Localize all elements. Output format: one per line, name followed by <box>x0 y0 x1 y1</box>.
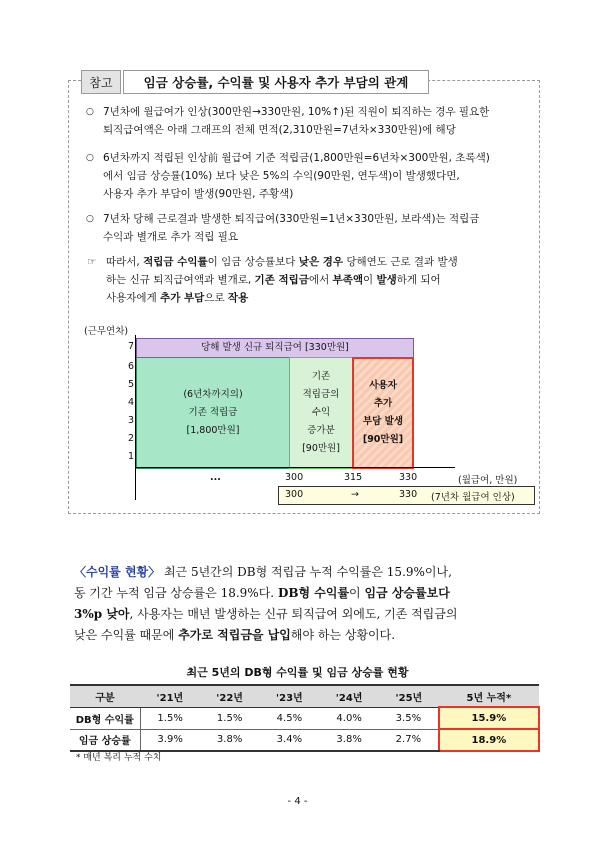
table-title: 최근 5년의 DB형 수익률 및 임금 상승률 현황 <box>186 666 409 679</box>
new-retirement-benefit-bar: 당해 발생 신규 퇴직급여 [330만원] <box>136 338 414 358</box>
conclusion-line-1: 따라서, 적립금 수익률이 임금 상승률보다 낮은 경우 당해연도 근로 결과 발생 <box>106 256 458 268</box>
table-note: * 매년 복리 누적 수치 <box>76 753 162 763</box>
table-cell: 1.5% <box>200 707 260 729</box>
lime-line-4: 증가분 <box>307 425 335 436</box>
header-22: '22년 <box>200 685 260 707</box>
y-tick: 5 <box>127 379 134 390</box>
reference-title: 임금 상승률, 수익률 및 사용자 추가 부담의 관계 <box>123 70 429 94</box>
conclusion-line-2: 하는 신규 퇴직급여액과 별개로, 기존 적립금에서 부족액이 발생하게 되어 <box>106 274 441 286</box>
x-axis-label: (월급여, 만원) <box>458 475 518 486</box>
bullet-1 <box>86 103 526 139</box>
x-tick-300: 300 <box>285 472 304 483</box>
bullet-2-line-2: 에서 임금 상승률(10%) 보다 낮은 5%의 수익(90만원, 연두색)이 발생했다면, <box>103 170 460 182</box>
x-tick-315: 315 <box>344 472 363 483</box>
bullet-circle-icon: ○ <box>86 107 94 117</box>
table-row <box>70 707 539 729</box>
bullet-circle-icon: ○ <box>86 153 94 163</box>
lime-line-3: 수익 <box>311 407 331 418</box>
salary-range-box <box>278 486 535 505</box>
lead-heading: 〈수익률 현황〉 <box>74 565 161 579</box>
green-line-3: [1,800만원] <box>186 425 240 436</box>
existing-reserve-block <box>136 357 290 469</box>
range-to: 330 <box>399 489 418 500</box>
table-cell: 4.5% <box>260 707 320 729</box>
table-cell: 3.9% <box>140 729 200 751</box>
reserve-return-block <box>289 357 353 469</box>
reference-tag: 참고 <box>81 70 121 94</box>
bullet-1-line-2: 퇴직급여액은 아래 그래프의 전체 면적(2,310만원=7년차×330만원)에 해당 <box>103 124 456 136</box>
bullet-3 <box>86 210 526 246</box>
body-line-4: 낮은 수익률 때문에 추가로 적립금을 납입해야 하는 상황이다. <box>74 628 396 642</box>
y-tick: 2 <box>127 433 134 444</box>
row-label: DB형 수익률 <box>70 707 140 729</box>
pointing-hand-icon: ☞ <box>87 256 97 268</box>
y-axis <box>135 335 136 500</box>
table-cell: 3.4% <box>260 729 320 751</box>
highlight-cell: 15.9% <box>439 707 539 729</box>
body-line-2: 동 기간 누적 임금 상승률은 18.9%다. DB형 수익률이 임금 상승률보다 <box>74 586 450 600</box>
lime-line-1: 기존 <box>311 371 331 382</box>
bullet-3-line-1: 7년차 당해 근로결과 발생한 퇴직급여(330만원=1년×330만원, 보라색)는 적립금 <box>103 213 480 225</box>
orange-line-3: 부담 발생 <box>362 416 403 427</box>
row-label: 임금 상승률 <box>70 729 140 751</box>
table-cell: 3.8% <box>200 729 260 751</box>
x-axis <box>135 467 455 468</box>
orange-line-4: [90만원] <box>362 434 404 445</box>
body-line-1: 〈수익률 현황〉 최근 5년간의 DB형 적립금 누적 수익률은 15.9%이나, <box>74 565 452 579</box>
y-tick: 3 <box>127 415 134 426</box>
green-line-2: 기존 적립금 <box>188 407 238 418</box>
bullet-2-line-1: 6년차까지 적립된 인상前 월급여 기준 적립금(1,800만원=6년차×300만원, 초록색) <box>103 152 490 164</box>
table-cell: 2.7% <box>379 729 439 751</box>
table-cell: 3.8% <box>319 729 379 751</box>
range-from: 300 <box>285 489 304 500</box>
orange-line-1: 사용자 <box>369 380 397 391</box>
bullet-circle-icon: ○ <box>86 214 94 224</box>
conclusion <box>87 253 537 307</box>
table-cell: 3.5% <box>379 707 439 729</box>
page-number: - 4 - <box>287 796 308 807</box>
lime-line-5: [90만원] <box>302 443 340 454</box>
y-tick: 7 <box>127 341 134 352</box>
header-21: '21년 <box>140 685 200 707</box>
bullet-2 <box>86 149 526 203</box>
y-tick: 6 <box>127 361 134 372</box>
header-25: '25년 <box>379 685 439 707</box>
table-cell: 4.0% <box>319 707 379 729</box>
header-24: '24년 <box>319 685 379 707</box>
x-dots: ... <box>210 472 221 483</box>
header-category: 구분 <box>70 685 140 707</box>
range-note: (7년차 월급여 인상) <box>431 492 515 503</box>
range-arrow: → <box>351 489 359 500</box>
green-line-1: (6년차까지의) <box>183 389 243 400</box>
header-cumulative: 5년 누적* <box>439 685 539 707</box>
y-tick: 4 <box>127 397 134 408</box>
bullet-3-line-2: 수익과 별개로 추가 적립 필요 <box>103 231 239 243</box>
header-23: '23년 <box>260 685 320 707</box>
conclusion-line-3: 사용자에게 추가 부담으로 작용 <box>106 292 249 304</box>
orange-line-2: 추가 <box>373 398 393 409</box>
y-tick: 1 <box>127 451 134 462</box>
lime-line-2: 적립금의 <box>302 389 340 400</box>
table-row <box>70 729 539 751</box>
highlight-cell: 18.9% <box>439 729 539 751</box>
body-line-3: 3%p 낮아, 사용자는 매년 발생하는 신규 퇴직급여 외에도, 기존 적립금의 <box>74 607 458 621</box>
bullet-1-line-1: 7년차에 월급여가 인상(300만원→330만원, 10%↑)된 직원이 퇴직하는 경우 필요한 <box>103 106 490 118</box>
rate-table <box>70 684 540 752</box>
table-cell: 1.5% <box>140 707 200 729</box>
bullet-2-line-3: 사용자 추가 부담이 발생(90만원, 주황색) <box>103 188 294 200</box>
x-tick-330: 330 <box>399 472 418 483</box>
diagram-y-label: (근무연차) <box>84 326 129 337</box>
employer-burden-block <box>352 357 414 469</box>
